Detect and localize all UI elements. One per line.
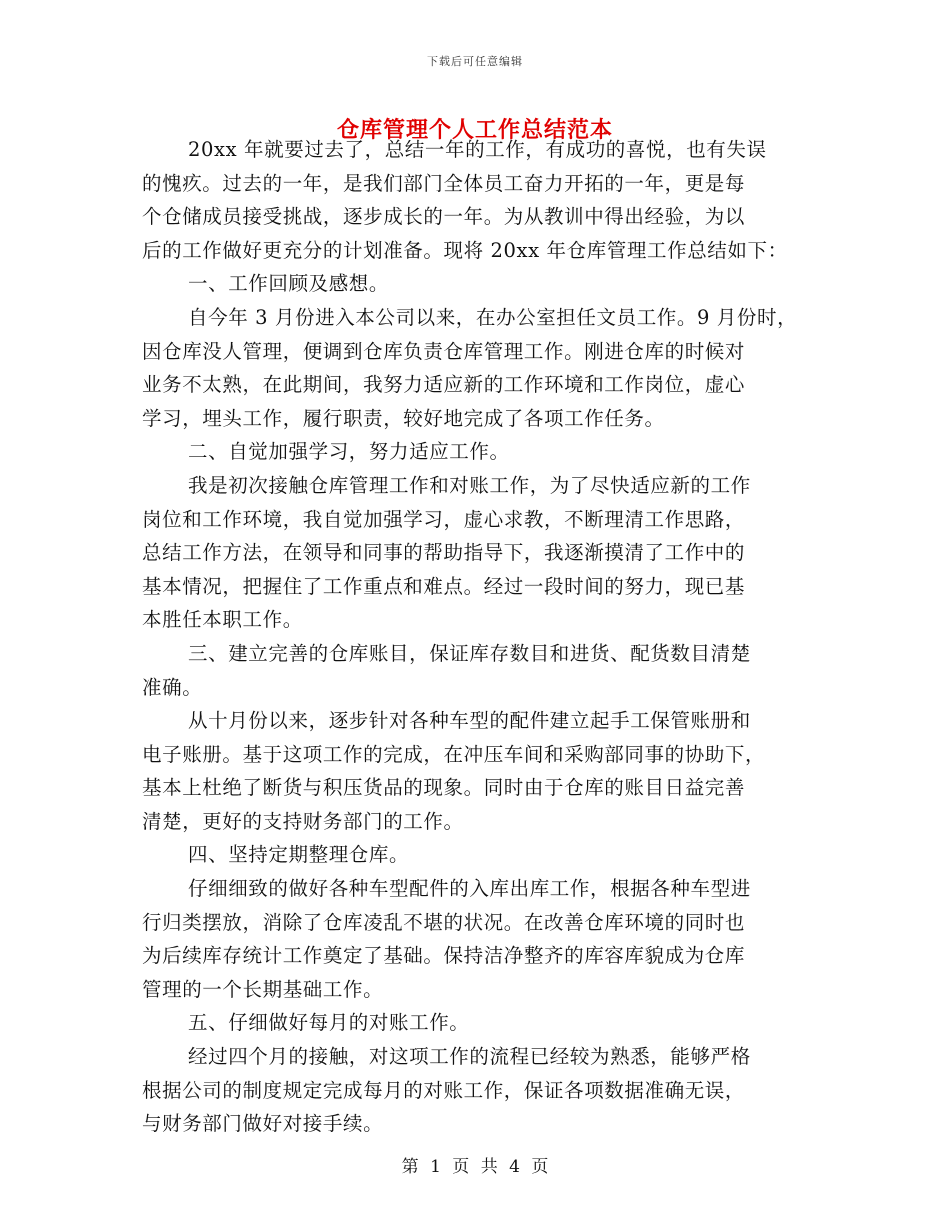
body-line: 三、建立完善的仓库账目，保证库存数目和进货、配货数目清楚	[188, 641, 751, 665]
body-line: 基本上杜绝了断货与积压货品的现象。同时由于仓库的账目日益完善	[142, 776, 746, 800]
body-line: 后的工作做好更充分的计划准备。现将 20xx 年仓库管理工作总结如下：	[142, 238, 788, 262]
body-line: 的愧疚。过去的一年，是我们部门全体员工奋力开拓的一年，更是每	[142, 171, 746, 195]
body-line: 业务不太熟，在此期间，我努力适应新的工作环境和工作岗位，虚心	[142, 373, 746, 397]
body-line: 总结工作方法，在领导和同事的帮助指导下，我逐渐摸清了工作中的	[142, 541, 746, 565]
body-line: 经过四个月的接触，对这项工作的流程已经较为熟悉，能够严格	[188, 1045, 751, 1069]
body-line: 个仓储成员接受挑战，逐步成长的一年。为从教训中得出经验，为以	[142, 205, 746, 229]
body-line: 我是初次接触仓库管理工作和对账工作，为了尽快适应新的工作	[188, 473, 751, 497]
body-line: 准确。	[142, 675, 203, 699]
body-line: 为后续库存统计工作奠定了基础。保持洁净整齐的库容库貌成为仓库	[142, 944, 746, 968]
body-line: 从十月份以来，逐步针对各种车型的配件建立起手工保管账册和	[188, 709, 751, 733]
body-line: 清楚，更好的支持财务部门的工作。	[142, 809, 464, 833]
body-line: 20xx 年就要过去了，总结一年的工作，有成功的喜悦，也有失误	[188, 138, 767, 161]
body-line: 仔细细致的做好各种车型配件的入库出库工作，根据各种车型进	[188, 877, 751, 901]
body-line: 自今年 3 月份进入本公司以来，在办公室担任文员工作。9 月份时，	[188, 305, 798, 329]
body-line: 五、仔细做好每月的对账工作。	[188, 1011, 470, 1035]
body-line: 一、工作回顾及感想。	[188, 272, 390, 296]
body-line: 行归类摆放，消除了仓库凌乱不堪的状况。在改善仓库环境的同时也	[142, 910, 746, 934]
page-footer: 第 1 页 共 4 页	[401, 1157, 549, 1177]
body-line: 电子账册。基于这项工作的完成，在冲压车间和采购部同事的协助下，	[142, 742, 766, 766]
body-line: 岗位和工作环境，我自觉加强学习，虚心求教，不断理清工作思路，	[142, 507, 746, 531]
body-line: 本胜任本职工作。	[142, 608, 303, 632]
document-title: 仓库管理个人工作总结范本	[336, 117, 613, 143]
document-body	[142, 133, 822, 1141]
body-line: 管理的一个长期基础工作。	[142, 977, 384, 1001]
body-line: 因仓库没人管理，便调到仓库负责仓库管理工作。刚进仓库的时候对	[142, 339, 746, 363]
body-line: 学习，埋头工作，履行职责，较好地完成了各项工作任务。	[142, 406, 665, 430]
body-line: 四、坚持定期整理仓库。	[188, 843, 410, 867]
body-line: 二、自觉加强学习，努力适应工作。	[188, 440, 510, 464]
body-line: 根据公司的制度规定完成每月的对账工作，保证各项数据准确无误，	[142, 1078, 746, 1102]
body-line: 与财务部门做好对接手续。	[142, 1112, 384, 1136]
header-note: 下载后可任意编辑	[427, 55, 523, 68]
body-line: 基本情况，把握住了工作重点和难点。经过一段时间的努力，现已基	[142, 574, 746, 598]
